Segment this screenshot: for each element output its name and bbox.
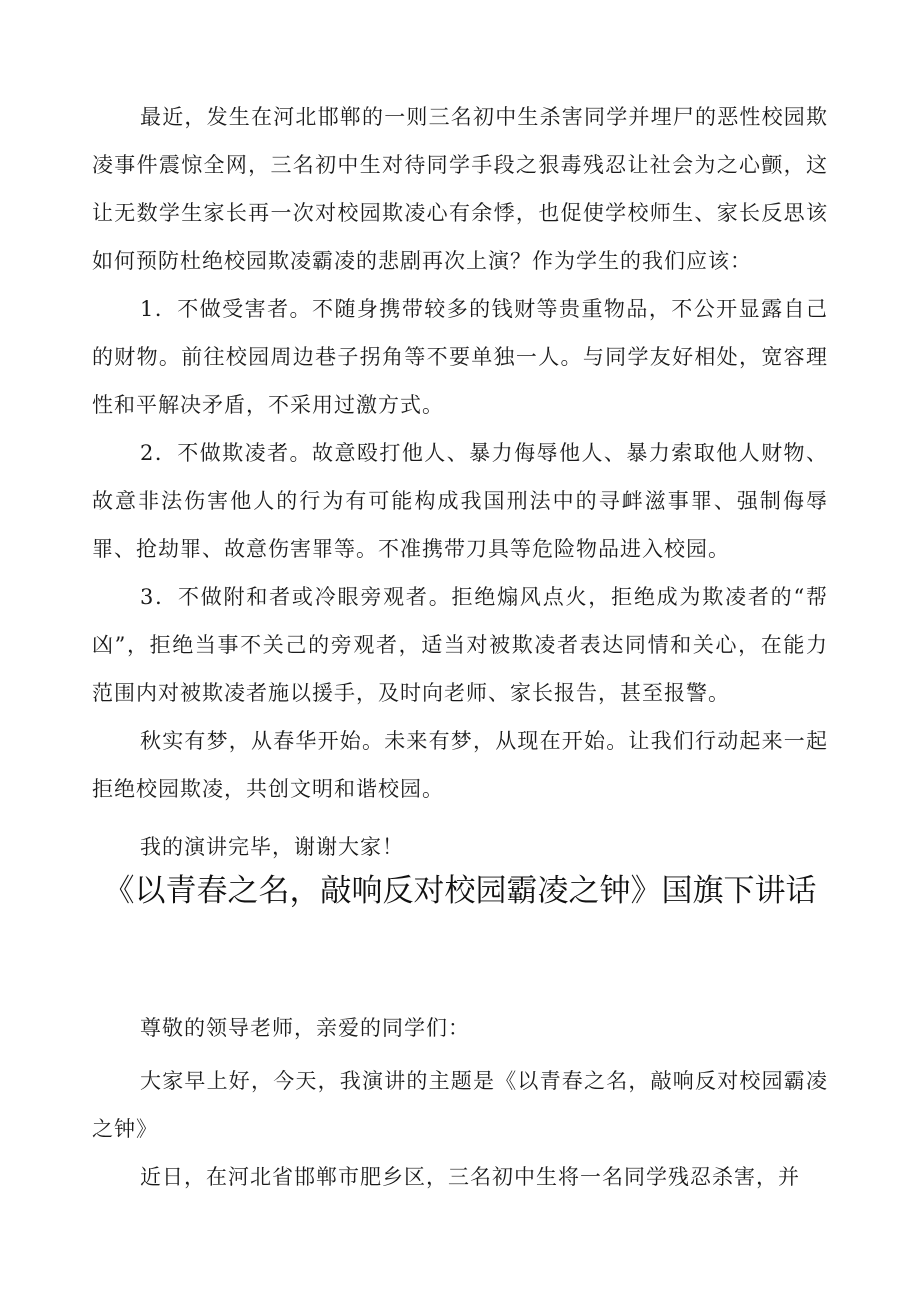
- point-3-paragraph: 3．不做附和者或冷眼旁观者。拒绝煽风点火，拒绝成为欺凌者的“帮凶”，拒绝当事不关己的旁观者，适当对被欺凌者表达同情和关心，在能力范围内对被欺凌者施以援手，及时向老师、家长报告，甚至报警。: [92, 585, 828, 705]
- closing-paragraph: 秋实有梦，从春华开始。未来有梦，从现在开始。让我们行动起来一起拒绝校园欺凌，共创文明和谐校园。: [92, 729, 828, 801]
- greeting-paragraph: 尊敬的领导老师，亲爱的同学们：: [140, 1016, 470, 1040]
- point-1-paragraph: 1．不做受害者。不随身携带较多的钱财等贵重物品，不公开显露自己的财物。前往校园周边巷子拐角等不要单独一人。与同学友好相处，宽容理性和平解决矛盾，不采用过激方式。: [92, 297, 828, 417]
- speech-end-line: 我的演讲完毕，谢谢大家！: [140, 835, 404, 859]
- point-2-paragraph: 2．不做欺凌者。故意殴打他人、暴力侮辱他人、暴力索取他人财物、故意非法伤害他人的行为有可能构成我国刑法中的寻衅滋事罪、强制侮辱罪、抢劫罪、故意伤害罪等。不准携带刀具等危险物品进入校园。: [92, 441, 828, 561]
- speech-title: 《以青春之名，敲响反对校园霸凌之钟》国旗下讲话: [103, 873, 817, 909]
- topic-paragraph: 大家早上好，今天，我演讲的主题是《以青春之名，敲响反对校园霸凌之钟》: [92, 1069, 828, 1141]
- intro-paragraph: 最近，发生在河北邯郸的一则三名初中生杀害同学并埋尸的恶性校园欺凌事件震惊全网，三名初中生对待同学手段之狠毒残忍让社会为之心颤，这让无数学生家长再一次对校园欺凌心有余悸，也促使学校师生、家长反思该如何预防杜绝校园欺凌霸凌的悲剧再次上演？作为学生的我们应该：: [92, 105, 828, 273]
- news-paragraph: 近日，在河北省邯郸市肥乡区，三名初中生将一名同学残忍杀害，并: [140, 1165, 800, 1189]
